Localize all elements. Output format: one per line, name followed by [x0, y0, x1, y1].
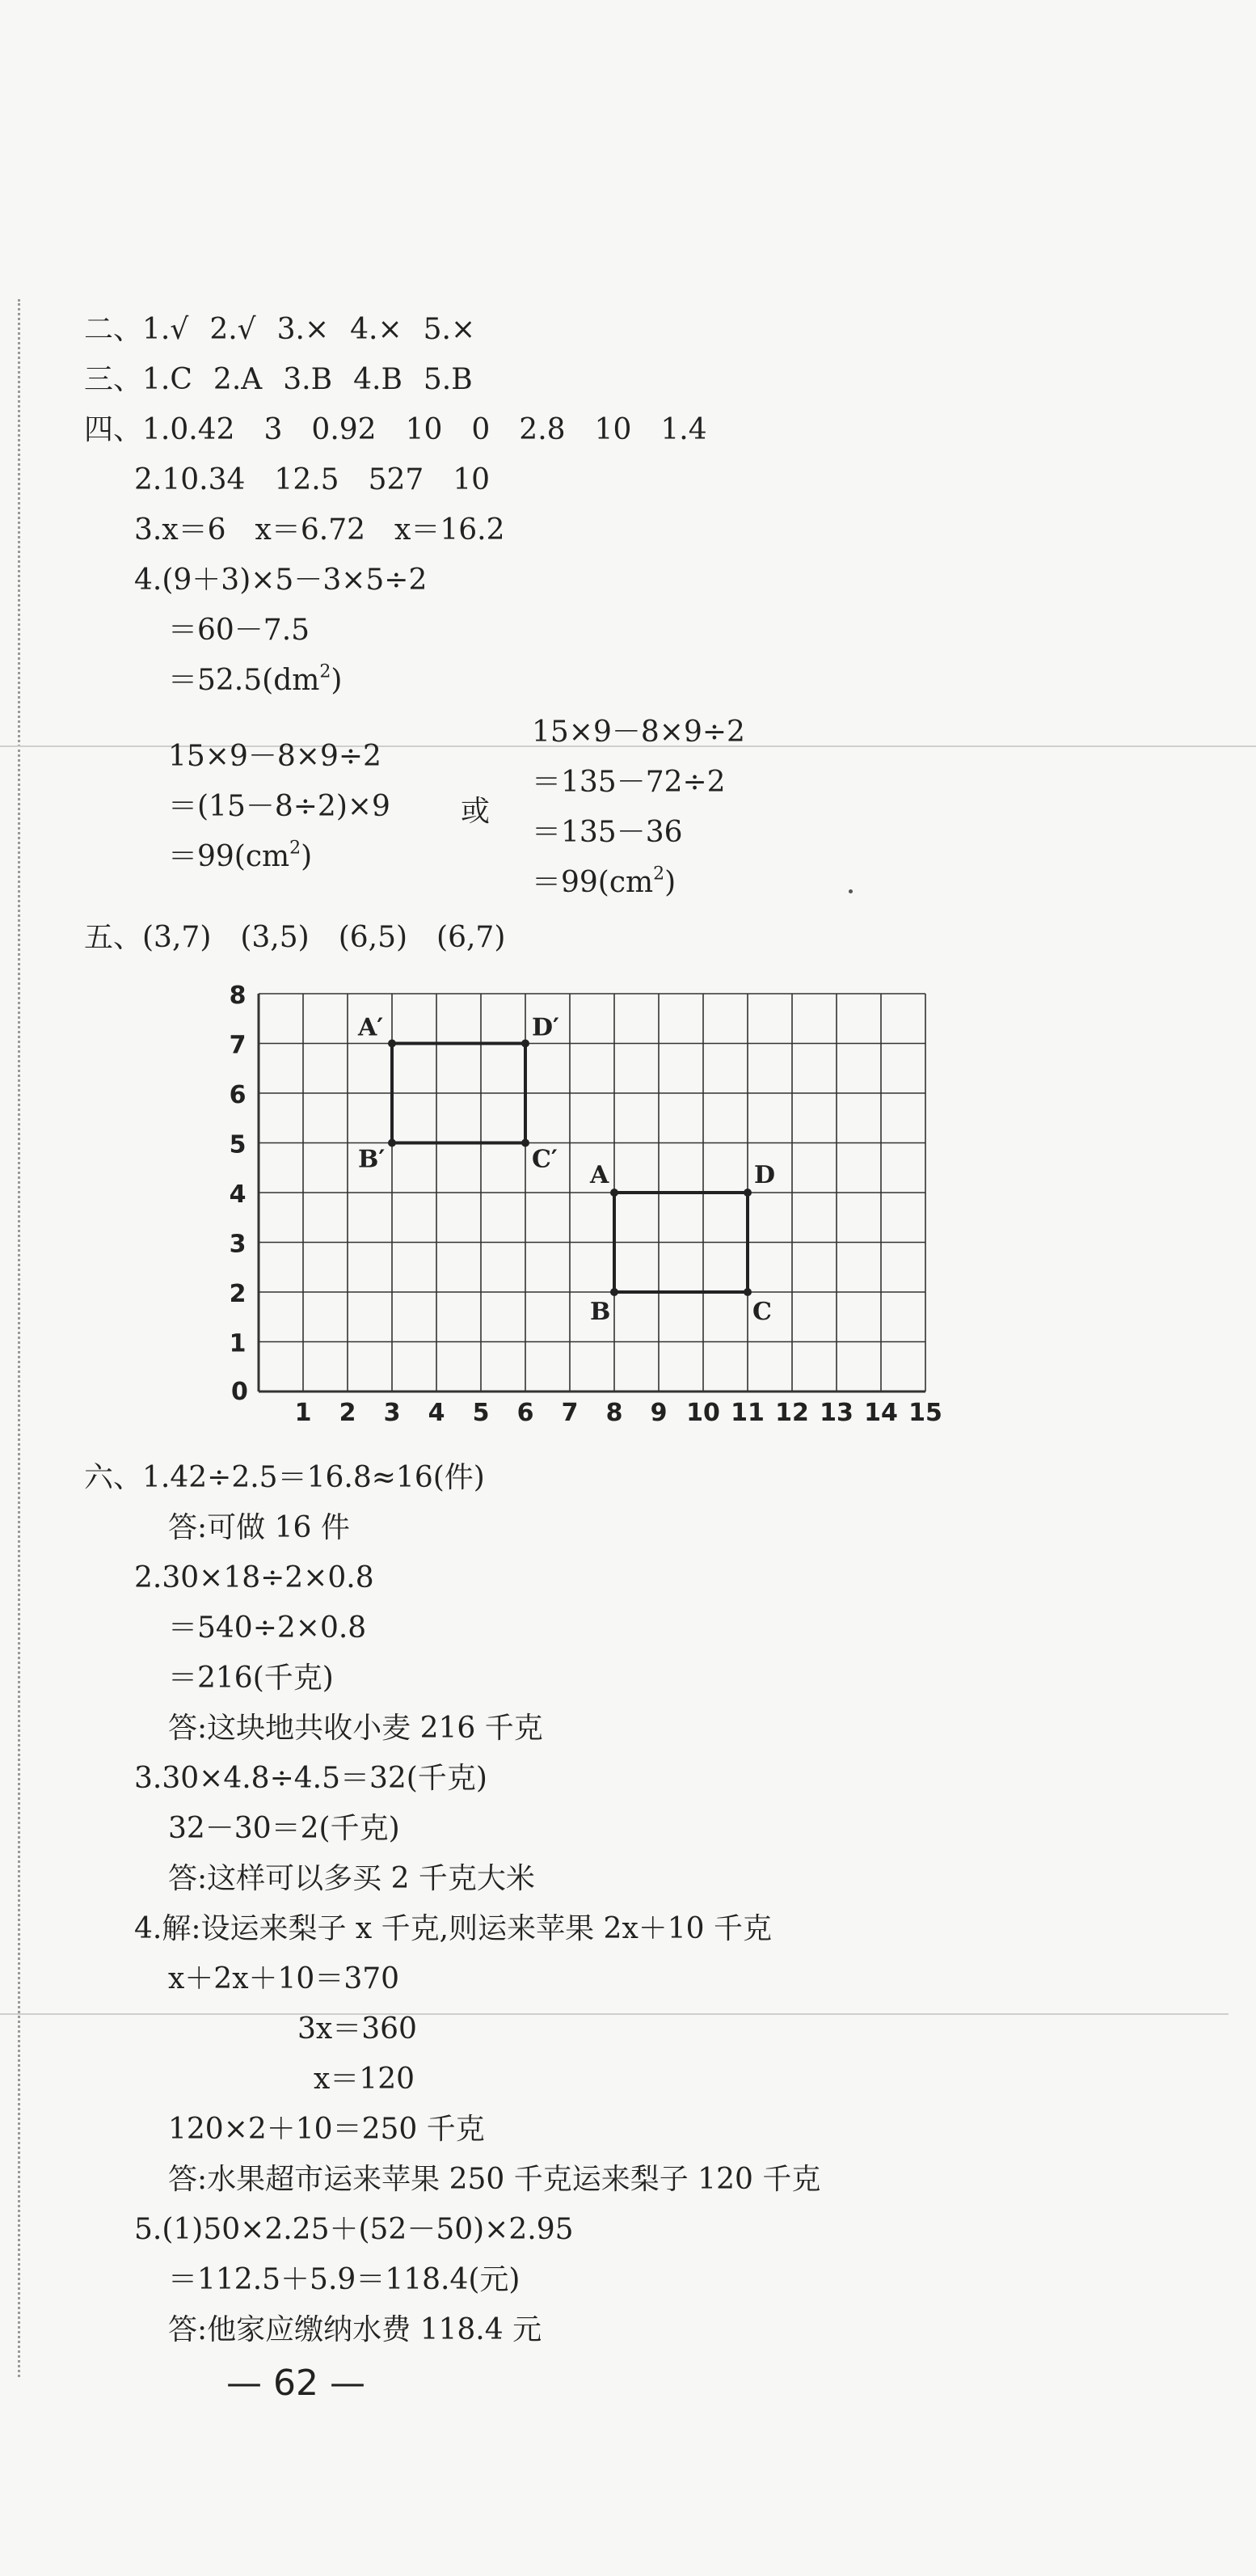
section-4-q4-line1: 4.(9＋3)×5－3×5÷2 — [134, 564, 428, 597]
exponent: 2 — [289, 838, 301, 859]
section-label: 五、 — [84, 921, 143, 954]
section-6-q4-line4: x＝120 — [314, 2063, 415, 2096]
x-tick-label: 15 — [908, 1399, 942, 1427]
exponent: 2 — [319, 661, 331, 682]
area-method-1-line1: 15×9－8×9÷2 — [168, 740, 381, 773]
x-tick-label: 2 — [339, 1399, 356, 1427]
page-number: — 62 — — [226, 2363, 365, 2404]
formula-text: ) — [331, 664, 343, 697]
section-6-q2-line1: 2.30×18÷2×0.8 — [134, 1561, 374, 1594]
x-tick-label: 7 — [561, 1399, 579, 1427]
formula-text: ＝99(cm — [532, 866, 654, 899]
scan-speck — [849, 889, 853, 893]
section-6-q4-line2: x＋2x＋10＝370 — [168, 1962, 400, 1995]
answer-item: 5.B — [423, 363, 473, 396]
answer-item: 3.× — [276, 313, 330, 346]
vertex-label: C′ — [532, 1145, 558, 1174]
x-tick-label: 0 — [231, 1378, 248, 1406]
vertex-point — [521, 1040, 529, 1048]
vertex-label: C — [752, 1298, 772, 1326]
answer-text: (3,7) (3,5) (6,5) (6,7) — [142, 921, 506, 954]
area-method-2-line1: 15×9－8×9÷2 — [532, 716, 745, 749]
x-tick-label: 13 — [820, 1399, 853, 1427]
y-tick-label: 7 — [229, 1031, 247, 1060]
vertex-label: B — [590, 1298, 611, 1326]
answer-item: 2.A — [213, 363, 263, 396]
vertex-point — [744, 1189, 752, 1197]
x-tick-label: 10 — [686, 1399, 720, 1427]
formula-text: ) — [301, 840, 313, 873]
area-method-2-line2: ＝135－72÷2 — [532, 766, 726, 799]
x-tick-label: 14 — [864, 1399, 898, 1427]
area-method-2-line3: ＝135－36 — [532, 816, 683, 849]
vertex-label: B′ — [358, 1145, 386, 1174]
section-6-q4-answer: 答:水果超市运来苹果 250 千克运来梨子 120 千克 — [168, 2163, 821, 2196]
section-6-q5-answer: 答:他家应缴纳水费 118.4 元 — [168, 2313, 542, 2346]
section-label: 三、 — [84, 363, 143, 396]
coordinate-grid-svg — [226, 974, 970, 1451]
formula-text: ) — [664, 866, 676, 899]
x-tick-label: 9 — [650, 1399, 668, 1427]
answer-item: 4.B — [353, 363, 403, 396]
answer-item: 2.√ — [209, 313, 256, 346]
x-tick-label: 6 — [516, 1399, 534, 1427]
section-6-q5-line2: ＝112.5＋5.9＝118.4(元) — [168, 2263, 521, 2296]
section-6-q2-answer: 答:这块地共收小麦 216 千克 — [168, 1712, 543, 1745]
answer-text: 1.0.42 3 0.92 10 0 2.8 10 1.4 — [142, 413, 707, 446]
section-label: 二、 — [84, 313, 143, 346]
answer-text: 1.42÷2.5＝16.8≈16(件) — [142, 1461, 485, 1494]
section-4-q2: 2.10.34 12.5 527 10 — [134, 463, 491, 496]
answer-item: 3.B — [283, 363, 333, 396]
answer-item: 1.√ — [142, 313, 189, 346]
section-3-answers — [84, 362, 473, 398]
vertex-point — [610, 1288, 618, 1296]
y-tick-label: 1 — [229, 1329, 247, 1358]
x-tick-label: 8 — [605, 1399, 623, 1427]
section-6-q2-line2: ＝540÷2×0.8 — [168, 1611, 367, 1645]
section-6-q2-line3: ＝216(千克) — [168, 1662, 334, 1695]
vertex-point — [610, 1189, 618, 1197]
y-tick-label: 2 — [229, 1280, 247, 1308]
section-6-q3-line2: 32－30＝2(千克) — [168, 1812, 400, 1845]
x-tick-label: 3 — [383, 1399, 401, 1427]
scan-fold-line — [0, 2013, 1229, 2015]
section-4-q4-line2: ＝60－7.5 — [168, 614, 310, 647]
section-label: 六、 — [84, 1461, 143, 1494]
area-method-2-line4 — [532, 865, 676, 901]
y-tick-label: 3 — [229, 1230, 247, 1259]
section-4-q4-line3 — [168, 663, 342, 699]
answer-item: 1.C — [142, 363, 192, 396]
section-6-q3-line1: 3.30×4.8÷4.5＝32(千克) — [134, 1762, 487, 1795]
x-tick-label: 5 — [472, 1399, 490, 1427]
section-6-q4-line5: 120×2＋10＝250 千克 — [168, 2113, 485, 2146]
x-tick-label: 12 — [775, 1399, 809, 1427]
section-6-q1 — [84, 1460, 485, 1496]
vertex-point — [388, 1139, 396, 1147]
section-2-answers — [84, 312, 475, 348]
x-tick-label: 4 — [428, 1399, 445, 1427]
vertex-point — [388, 1040, 396, 1048]
answer-item: 4.× — [350, 313, 403, 346]
section-4-q3: 3.x＝6 x＝6.72 x＝16.2 — [134, 513, 505, 547]
vertex-label: A — [590, 1161, 609, 1189]
y-tick-label: 6 — [229, 1081, 247, 1109]
vertex-point — [521, 1139, 529, 1147]
exponent: 2 — [653, 864, 665, 885]
section-label: 四、 — [84, 413, 143, 446]
vertex-label: D — [754, 1161, 776, 1189]
coordinate-grid-chart — [226, 974, 970, 1451]
x-tick-label: 11 — [731, 1399, 765, 1427]
or-label: 或 — [461, 795, 491, 828]
vertex-label: A′ — [358, 1013, 384, 1042]
section-6-q1-answer: 答:可做 16 件 — [168, 1511, 350, 1544]
section-6-q4-line3: 3x＝360 — [297, 2012, 417, 2046]
area-method-1-line2: ＝(15－8÷2)×9 — [168, 790, 390, 823]
vertex-point — [744, 1288, 752, 1296]
formula-text: ＝99(cm — [168, 840, 290, 873]
vertex-label: D′ — [532, 1013, 559, 1042]
section-5-answer — [84, 920, 505, 956]
x-tick-label: 1 — [294, 1399, 312, 1427]
y-tick-label: 4 — [229, 1180, 247, 1209]
section-6-q5-line1: 5.(1)50×2.25＋(52－50)×2.95 — [134, 2213, 574, 2246]
binding-dotted-line — [18, 299, 20, 2377]
y-tick-label: 8 — [229, 982, 247, 1010]
answer-item: 5.× — [423, 313, 476, 346]
section-6-q4-line1: 4.解:设运来梨子 x 千克,则运来苹果 2x＋10 千克 — [134, 1912, 773, 1945]
area-method-1-line3 — [168, 839, 312, 875]
y-tick-label: 5 — [229, 1130, 247, 1159]
section-6-q3-answer: 答:这样可以多买 2 千克大米 — [168, 1862, 535, 1895]
section-4-q1 — [84, 412, 707, 448]
formula-text: ＝52.5(dm — [168, 664, 320, 697]
